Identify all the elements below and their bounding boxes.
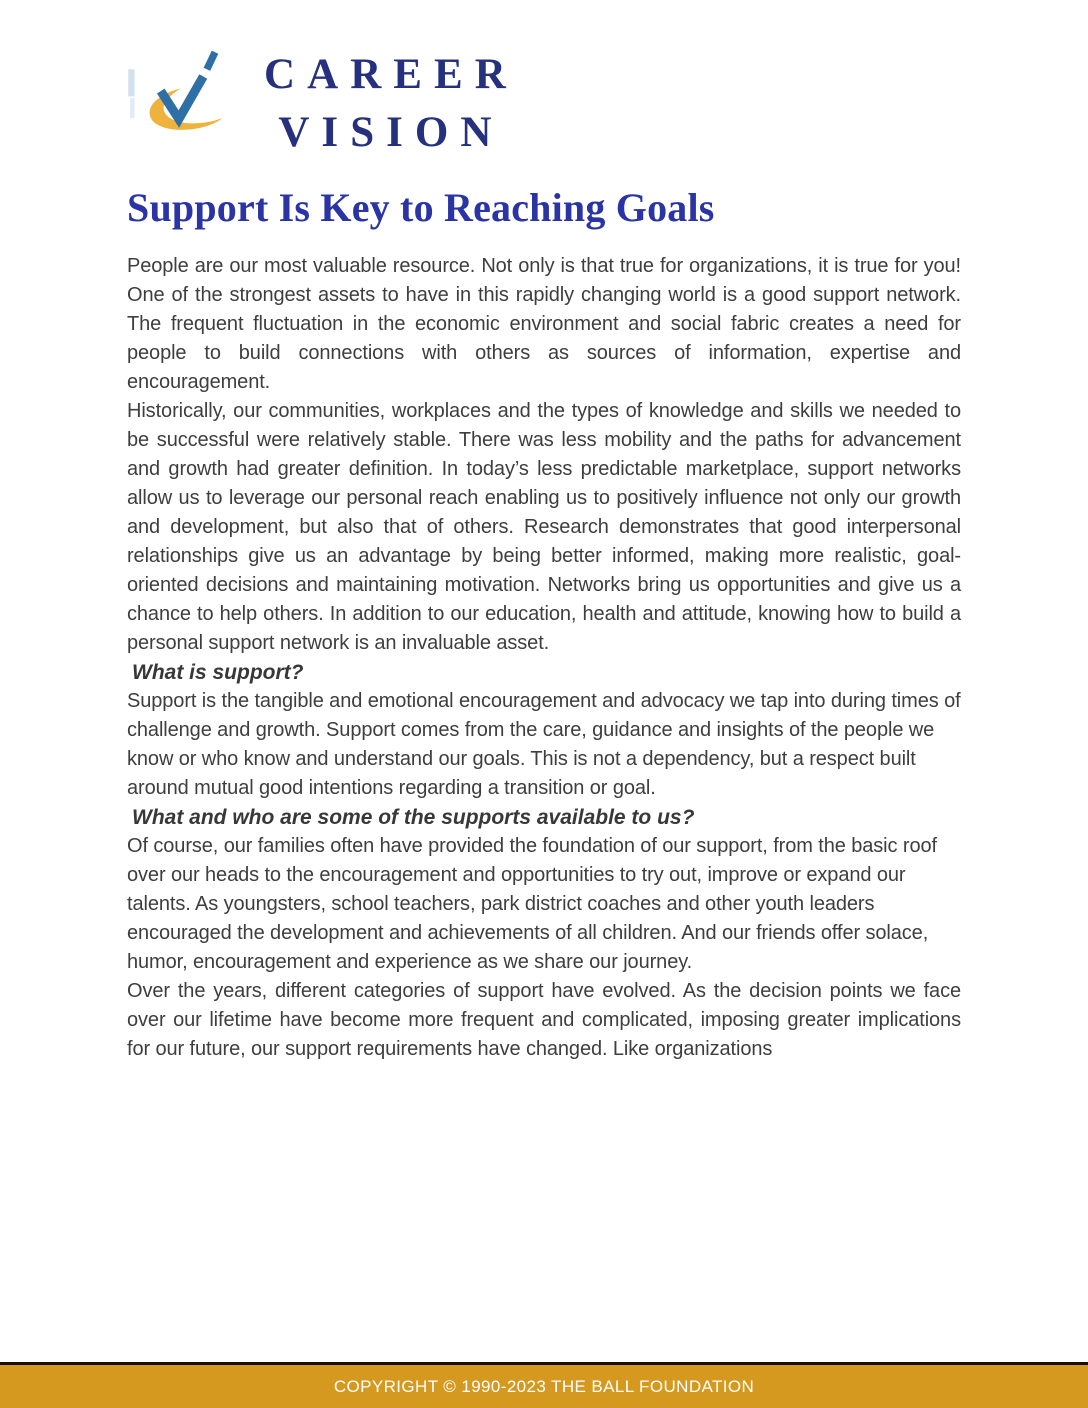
logo-text-career: CAREER [264,51,518,98]
paragraph-support-definition: Support is the tangible and emotional encouragement and advocacy we tap into during times of challenge and growth. Support comes from the care, guidance and insights of the people we know or who know and understand our goals. This is not a dependency, but a respect built around mutual good intentions regarding a transition or goal. [127,690,961,799]
page-title: Support Is Key to Reaching Goals [127,185,715,230]
logo-text-vision: VISION [278,109,504,157]
checkmark-swoosh-icon [126,44,248,148]
career-vision-logo [126,44,518,162]
paragraph-over-the-years: Over the years, different categories of support have evolved. As the decision points we face over our lifetime have become more frequent and complicated, imposing greater implications for our future, our support requirements have changed. Like organizations [127,980,961,1060]
paragraph-families: Of course, our families often have provided the foundation of our support, from the basic roof over our heads to the encouragement and opportunities to try out, improve or expand our talents. As youngsters, school teachers, park district coaches and other youth leaders encouraged the development and achievements of all children. And our friends offer solace, humor, encouragement and experience as we share our journey. [127,835,937,973]
paragraph-intro: People are our most valuable resource. Not only is that true for organizations, it is true for you! One of the strongest assets to have in this rapidly changing world is a good support network. The frequent fluctuation in the economic environment and social fabric creates a need for people to build connections with others as sources of information, expertise and encouragement. [127,255,961,393]
article-body [127,252,961,1064]
copyright-text: COPYRIGHT © 1990-2023 THE BALL FOUNDATION [333,1376,755,1396]
section-heading-what-is-support: What is support? [132,661,304,684]
paragraph-history: Historically, our communities, workplaces and the types of knowledge and skills we needed to be successful were relatively stable. There was less mobility and the paths for advancement and growth had greater definition. In today’s less predictable marketplace, support networks allow us to leverage our personal reach enabling us to positively influence not only our growth and development, but also that of others. Research demonstrates that good interpersonal relationships give us an advantage by being better informed, making more realistic, goal-oriented decisions and maintaining motivation. Networks bring us opportunities and give us a chance to help others. In addition to our education, health and attitude, knowing how to build a personal support network is an invaluable asset. [127,400,961,654]
footer-bar [0,1362,1088,1408]
logo-wordmark [258,46,518,162]
section-heading-supports-available: What and who are some of the supports available to us? [132,806,695,829]
